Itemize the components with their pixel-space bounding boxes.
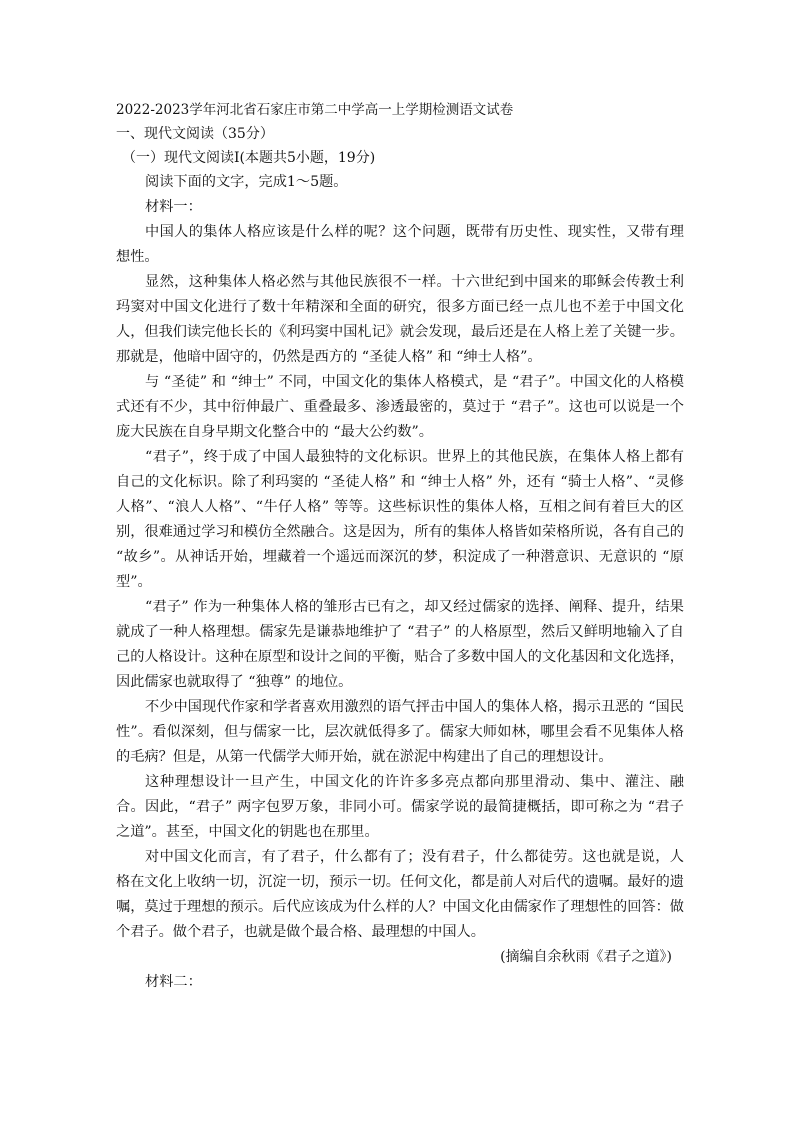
document-title: 2022-2023学年河北省石家庄市第二中学高一上学期检测语文试卷 <box>116 102 514 118</box>
material-one-label: 材料一： <box>145 199 202 215</box>
paragraph: 中国人的集体人格应该是什么样的呢？这个问题，既带有历史性、现实性，又带有理想性。 <box>116 224 684 265</box>
instruction-text: 阅读下面的文字，完成1～5题。 <box>145 174 348 190</box>
paragraph: 这种理想设计一旦产生，中国文化的许许多多亮点都向那里滑动、集中、灌注、融合。因此，“君子” 两字包罗万象，非同小可。儒家学说的最简捷概括，即可称之为 “君子之道”。甚至，中国文化的钥匙也在那里。 <box>116 774 684 840</box>
paragraph: 显然，这种集体人格必然与其他民族很不一样。十六世纪到中国来的耶稣会传教士利玛窦对中国文化进行了数十年精深和全面的研究，很多方面已经一点儿也不差于中国文化人，但我们读完他长长的《利玛窦中国札记》就会发现，最后还是在人格上差了关键一步。那就是，他暗中固守的，仍然是西方的 “圣徒人格” 和 “绅士人格”。 <box>116 274 684 365</box>
subsection-heading: （一）现代文阅读Ⅰ(本题共5小题，19分) <box>122 150 376 166</box>
paragraph: 不少中国现代作家和学者喜欢用激烈的语气抨击中国人的集体人格，揭示丑恶的 “国民性”。看似深刻，但与儒家一比，层次就低得多了。儒家大师如林，哪里会看不见集体人格的毛病？但是，从第一代儒学大师开始，就在淤泥中构建出了自己的理想设计。 <box>116 699 684 765</box>
paragraph: 对中国文化而言，有了君子，什么都有了；没有君子，什么都徒劳。这也就是说，人格在文化上收纳一切，沉淀一切，预示一切。任何文化，都是前人对后代的遗嘱。最好的遗嘱，莫过于理想的预示。后代应该成为什么样的人？中国文化由儒家作了理想性的回答：做个君子。做个君子，也就是做个最合格、最理想的中国人。 <box>116 849 684 940</box>
section-heading: 一、现代文阅读（35分） <box>116 126 274 142</box>
paragraph: 与 “圣徒” 和 “绅士” 不同，中国文化的集体人格模式，是 “君子”。中国文化的人格模式还有不少，其中衍伸最广、重叠最多、渗透最密的，莫过于 “君子”。这也可以说是一个庞大民族在自身早期文化整合中的 “最大公约数”。 <box>116 374 684 440</box>
paragraph: “君子” 作为一种集体人格的雏形古已有之，却又经过儒家的选择、阐释、提升，结果就成了一种人格理想。儒家先是谦恭地维护了 “君子” 的人格原型，然后又鲜明地输入了自己的人格设计。这种在原型和设计之间的平衡，贴合了多数中国人的文化基因和文化选择，因此儒家也就取得了 “独尊” 的地位。 <box>116 599 684 690</box>
document-page <box>116 98 684 995</box>
material-two-label: 材料二： <box>145 974 202 990</box>
paragraph: “君子”，终于成了中国人最独特的文化标识。世界上的其他民族，在集体人格上都有自己的文化标识。除了利玛窦的 “圣徒人格” 和 “绅士人格” 外，还有 “骑士人格”、“灵修人格”、“浪人人格”、“牛仔人格” 等等。这些标识性的集体人格，互相之间有着巨大的区别，很难通过学习和模仿全然融合。这是因为，所有的集体人格皆如荣格所说，各有自己的 “故乡”。从神话开始，埋藏着一个遥远而深沉的梦，积淀成了一种潜意识、无意识的 “原型”。 <box>116 449 684 590</box>
source-citation: (摘编自余秋雨《君子之道》) <box>500 949 672 965</box>
